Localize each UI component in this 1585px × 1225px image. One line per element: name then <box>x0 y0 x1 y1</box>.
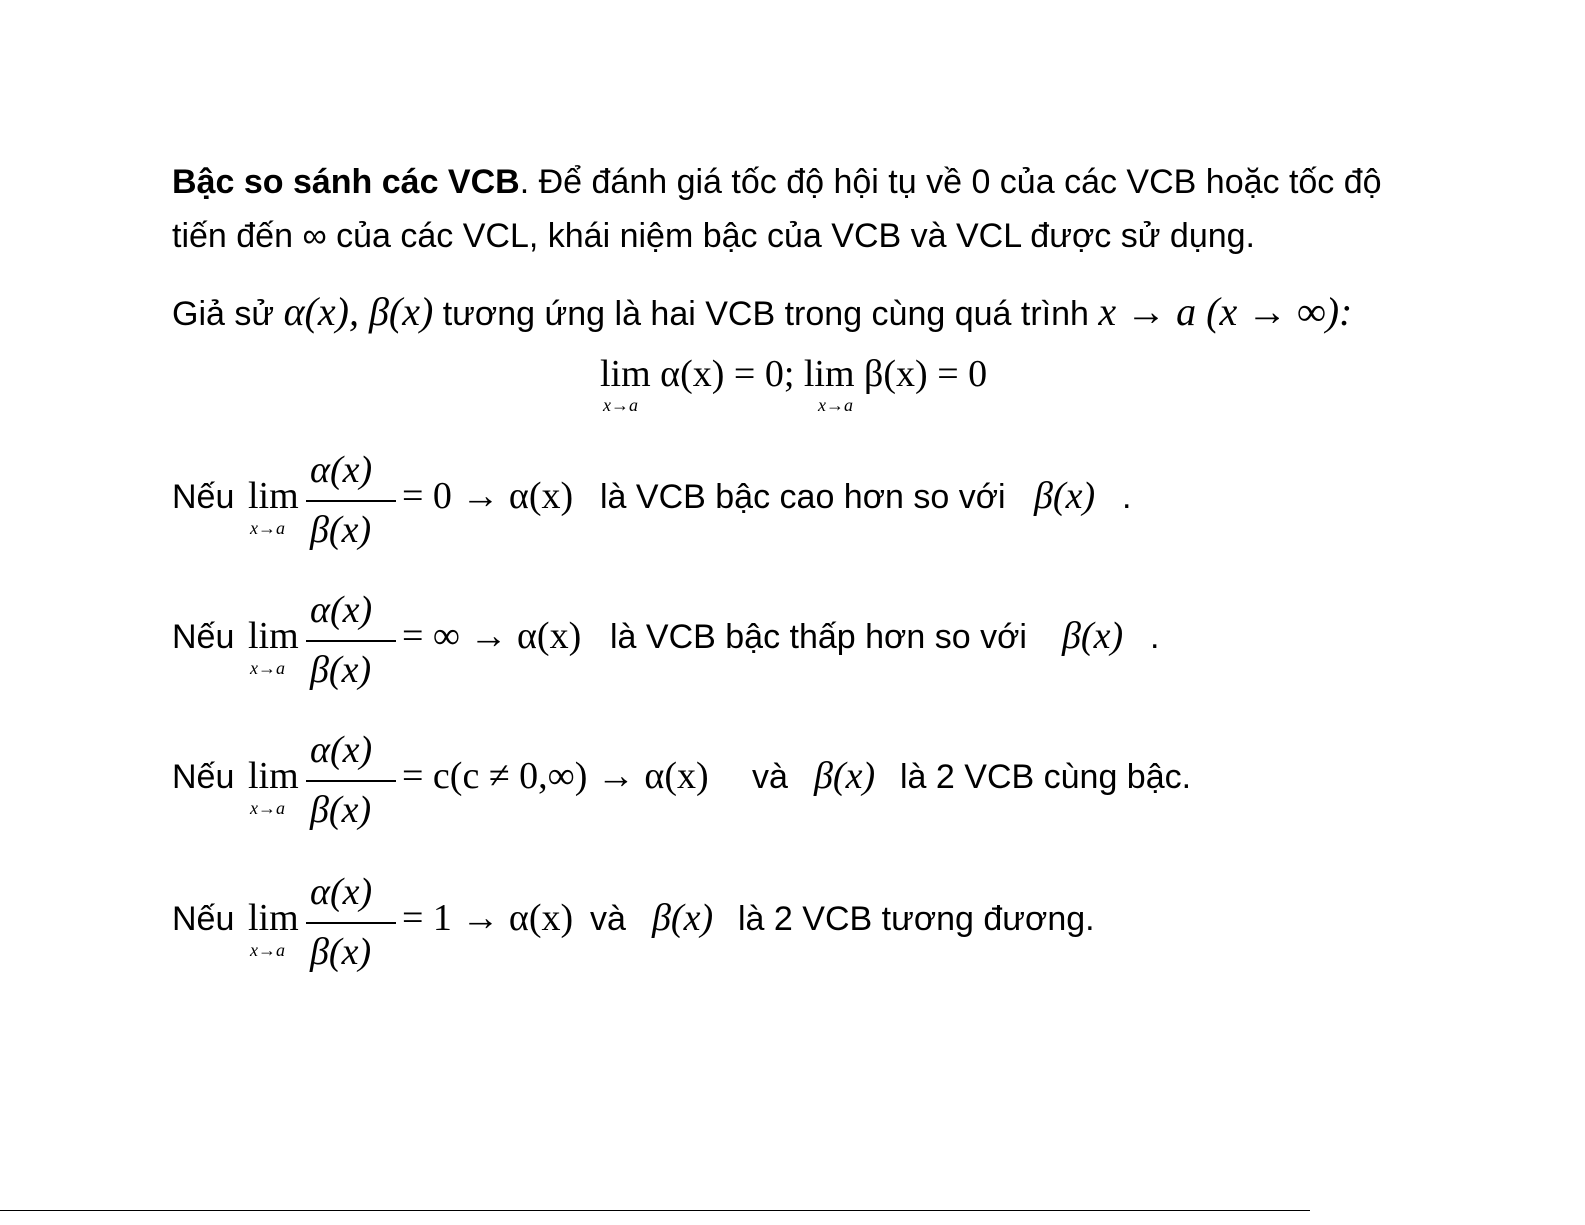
case-text: và <box>752 758 788 796</box>
limit-sub-2: x→a <box>818 395 853 415</box>
fraction-numerator: α(x) <box>310 449 373 491</box>
assumption-prefix: Giả sử <box>172 295 284 333</box>
fraction-numerator: α(x) <box>310 589 373 631</box>
case-lead: Nếu <box>172 758 235 796</box>
fraction-numerator: α(x) <box>310 871 373 913</box>
case-end: . <box>1122 478 1132 516</box>
case-text: là VCB bậc cao hơn so với <box>600 478 1006 516</box>
limit-statement: lim α(x) = 0; lim β(x) = 0 <box>600 353 988 395</box>
lim-operator: lim <box>248 615 299 657</box>
lim-operator: lim <box>248 475 299 517</box>
assumption-functions: α(x), β(x) <box>283 289 434 334</box>
assumption-line <box>172 289 1353 334</box>
intro-line-1-rest: . Để đánh giá tốc độ hội tụ về 0 của các VCB hoặc tốc độ <box>519 163 1382 201</box>
section-heading: Bậc so sánh các VCB <box>172 163 520 201</box>
assumption-middle: tương ứng là hai VCB trong cùng quá trình <box>433 295 1099 333</box>
case-tail-math: β(x) <box>814 755 876 797</box>
fraction-numerator: α(x) <box>310 729 373 771</box>
fraction-bar <box>306 780 396 782</box>
case-rhs: = ∞ → α(x) <box>402 615 582 657</box>
intro-line-2: tiến đến ∞ của các VCL, khái niệm bậc của VCB và VCL được sử dụng. <box>172 217 1256 255</box>
lim-subscript: x→a <box>250 518 285 538</box>
case-lead: Nếu <box>172 618 235 656</box>
fraction-denominator: β(x) <box>310 931 372 973</box>
case-text: là VCB bậc thấp hơn so với <box>610 618 1027 656</box>
case-end: . <box>1150 618 1160 656</box>
lim-subscript: x→a <box>250 658 285 678</box>
bottom-rule <box>0 1210 1310 1211</box>
fraction-bar <box>306 640 396 642</box>
fraction-denominator: β(x) <box>310 649 372 691</box>
case-tail-math: β(x) <box>1062 615 1124 657</box>
assumption-process: x → a (x → ∞): <box>1098 289 1353 334</box>
lim-subscript: x→a <box>250 940 285 960</box>
limit-sub-1: x→a <box>603 395 638 415</box>
lim-subscript: x→a <box>250 798 285 818</box>
case-tail-math: β(x) <box>1034 475 1096 517</box>
case-lead: Nếu <box>172 478 235 516</box>
case-end: là 2 VCB cùng bậc. <box>900 758 1192 796</box>
fraction-bar <box>306 922 396 924</box>
case-tail-math: β(x) <box>652 897 714 939</box>
fraction-denominator: β(x) <box>310 509 372 551</box>
intro-line-1 <box>172 162 1382 202</box>
case-text: và <box>590 900 626 938</box>
case-rhs: = 0 → α(x) <box>402 475 574 517</box>
case-end: là 2 VCB tương đương. <box>738 900 1095 938</box>
case-rhs: = c(c ≠ 0,∞) → α(x) <box>402 755 709 797</box>
lim-operator: lim <box>248 755 299 797</box>
fraction-bar <box>306 500 396 502</box>
case-lead: Nếu <box>172 900 235 938</box>
fraction-denominator: β(x) <box>310 789 372 831</box>
case-rhs: = 1 → α(x) <box>402 897 574 939</box>
lim-operator: lim <box>248 897 299 939</box>
